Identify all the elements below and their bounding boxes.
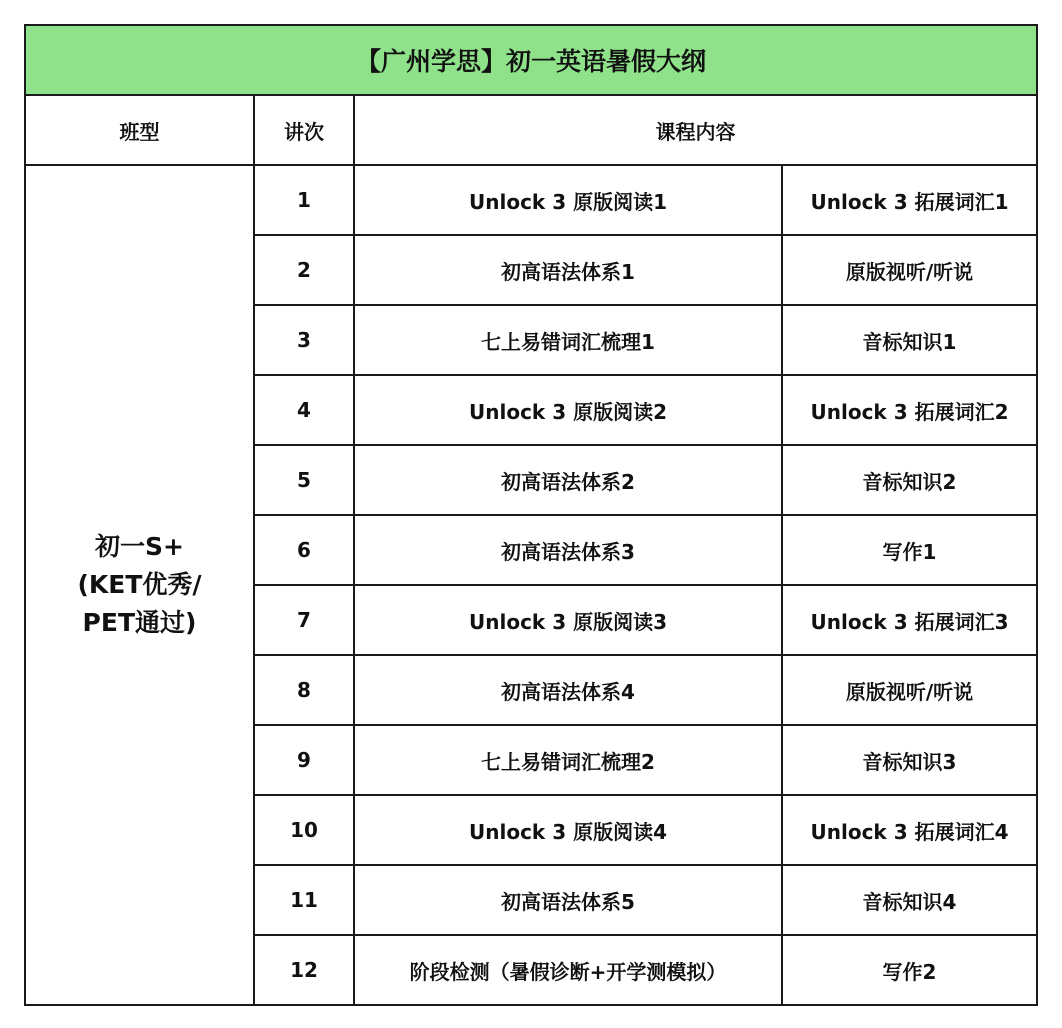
lesson-content-main: 初高语法体系3 bbox=[354, 515, 782, 585]
header-lesson-number: 讲次 bbox=[254, 95, 354, 165]
table-title: 【广州学思】初一英语暑假大纲 bbox=[25, 25, 1037, 95]
lesson-content-main: Unlock 3 原版阅读3 bbox=[354, 585, 782, 655]
lesson-content-main: Unlock 3 原版阅读1 bbox=[354, 165, 782, 235]
class-type-line: (KET优秀/ bbox=[77, 570, 202, 599]
lesson-number: 5 bbox=[254, 445, 354, 515]
header-row bbox=[25, 95, 1037, 165]
lesson-content-extra: 音标知识3 bbox=[782, 725, 1037, 795]
lesson-number: 2 bbox=[254, 235, 354, 305]
lesson-number: 7 bbox=[254, 585, 354, 655]
lesson-content-extra: 写作1 bbox=[782, 515, 1037, 585]
lesson-content-extra: 写作2 bbox=[782, 935, 1037, 1005]
lesson-content-main: 七上易错词汇梳理1 bbox=[354, 305, 782, 375]
lesson-content-main: 七上易错词汇梳理2 bbox=[354, 725, 782, 795]
lesson-content-main: 初高语法体系5 bbox=[354, 865, 782, 935]
lesson-content-main: Unlock 3 原版阅读4 bbox=[354, 795, 782, 865]
class-type-cell bbox=[25, 165, 254, 1005]
lesson-content-main: 初高语法体系2 bbox=[354, 445, 782, 515]
lesson-content-extra: Unlock 3 拓展词汇3 bbox=[782, 585, 1037, 655]
lesson-content-extra: 原版视听/听说 bbox=[782, 655, 1037, 725]
lesson-number: 11 bbox=[254, 865, 354, 935]
syllabus-table bbox=[24, 24, 1038, 1006]
lesson-content-main: Unlock 3 原版阅读2 bbox=[354, 375, 782, 445]
lesson-number: 4 bbox=[254, 375, 354, 445]
lesson-number: 10 bbox=[254, 795, 354, 865]
lesson-content-extra: Unlock 3 拓展词汇1 bbox=[782, 165, 1037, 235]
lesson-number: 12 bbox=[254, 935, 354, 1005]
lesson-content-extra: Unlock 3 拓展词汇2 bbox=[782, 375, 1037, 445]
lesson-number: 3 bbox=[254, 305, 354, 375]
header-course-content: 课程内容 bbox=[354, 95, 1037, 165]
lesson-content-main: 初高语法体系4 bbox=[354, 655, 782, 725]
header-class-type: 班型 bbox=[25, 95, 254, 165]
class-type-line: 初一S+ bbox=[95, 532, 184, 561]
lesson-content-extra: Unlock 3 拓展词汇4 bbox=[782, 795, 1037, 865]
lesson-content-extra: 音标知识4 bbox=[782, 865, 1037, 935]
lesson-content-extra: 音标知识1 bbox=[782, 305, 1037, 375]
title-row bbox=[25, 25, 1037, 95]
class-type-line: PET通过) bbox=[82, 608, 197, 637]
lesson-number: 6 bbox=[254, 515, 354, 585]
lesson-number: 1 bbox=[254, 165, 354, 235]
lesson-number: 9 bbox=[254, 725, 354, 795]
lesson-content-main: 初高语法体系1 bbox=[354, 235, 782, 305]
lesson-content-extra: 原版视听/听说 bbox=[782, 235, 1037, 305]
lesson-content-extra: 音标知识2 bbox=[782, 445, 1037, 515]
table-row bbox=[25, 165, 1037, 235]
lesson-number: 8 bbox=[254, 655, 354, 725]
lesson-content-main: 阶段检测（暑假诊断+开学测模拟） bbox=[354, 935, 782, 1005]
